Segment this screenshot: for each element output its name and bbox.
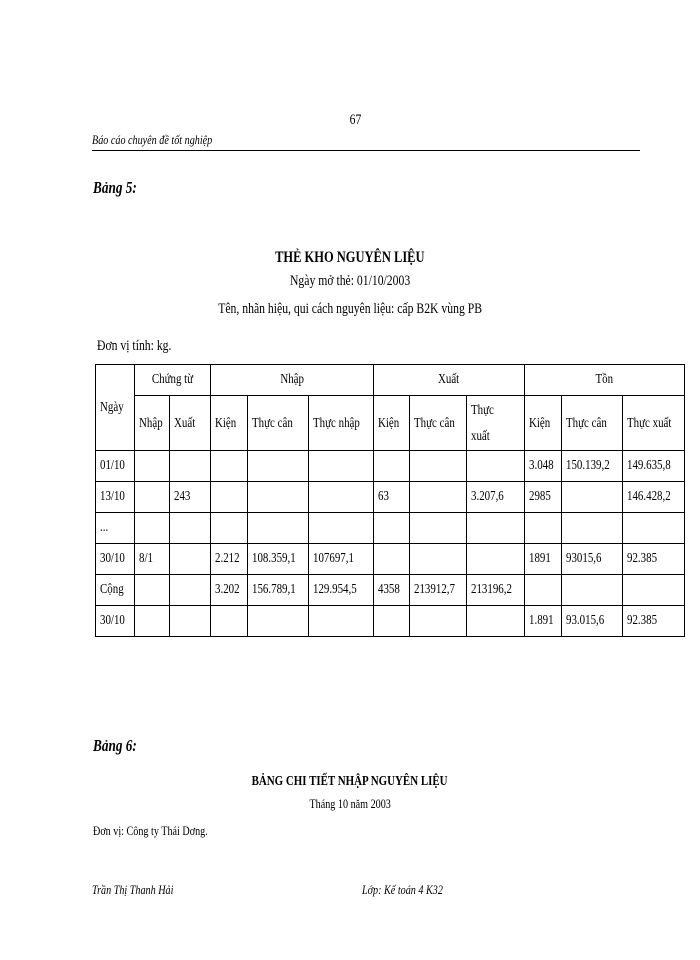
table-cell: 01/10 xyxy=(96,451,135,482)
table-cell xyxy=(622,575,684,606)
table6-unit: Đơn vị: Công ty Thái Dơng. xyxy=(93,823,208,838)
table-cell: 3.202 xyxy=(211,575,248,606)
table5-open-date: Ngày mở thẻ: 01/10/2003 xyxy=(289,273,411,289)
table-cell xyxy=(467,513,525,544)
table6-title: BẢNG CHI TIẾT NHẬP NGUYÊN LIỆU xyxy=(252,774,448,789)
table-cell: 93015,6 xyxy=(561,544,622,575)
header-group-import: Nhập xyxy=(211,365,374,396)
header-col: Kiện xyxy=(373,396,409,451)
table6-period: Tháng 10 năm 2003 xyxy=(309,796,391,811)
table-cell xyxy=(467,451,525,482)
table-cell: 107697,1 xyxy=(308,544,373,575)
table-cell: 92.385 xyxy=(622,544,684,575)
header-col: Thực xuất xyxy=(467,396,525,451)
table-cell xyxy=(135,482,170,513)
table-cell xyxy=(561,513,622,544)
table-cell xyxy=(373,451,409,482)
table-cell xyxy=(308,482,373,513)
footer-class: Lớp: Kế toán 4 K32 xyxy=(362,882,443,897)
table-cell xyxy=(467,544,525,575)
table-cell: 8/1 xyxy=(135,544,170,575)
table-cell: 63 xyxy=(373,482,409,513)
table5-unit: Đơn vị tính: kg. xyxy=(97,338,172,354)
table-cell: 129.954,5 xyxy=(308,575,373,606)
header-group-export: Xuất xyxy=(373,365,524,396)
table-cell xyxy=(247,513,308,544)
header-group-row xyxy=(96,365,685,396)
table-cell: 243 xyxy=(170,482,211,513)
header-col: Thực nhập xyxy=(308,396,373,451)
table-cell: 4358 xyxy=(373,575,409,606)
header-col: Thực cân xyxy=(561,396,622,451)
table-cell: 1891 xyxy=(524,544,561,575)
table-cell: 146.428,2 xyxy=(622,482,684,513)
running-header: Báo cáo chuyên đề tốt nghiệp xyxy=(92,132,213,147)
table-cell: 213912,7 xyxy=(409,575,467,606)
table-cell xyxy=(524,513,561,544)
table-cell xyxy=(467,606,525,637)
table-cell xyxy=(247,482,308,513)
table-cell xyxy=(373,513,409,544)
header-col: Thực cân xyxy=(247,396,308,451)
table-cell xyxy=(170,451,211,482)
table-row xyxy=(96,451,685,482)
table-cell xyxy=(373,606,409,637)
footer-author: Trần Thị Thanh Hải xyxy=(92,882,174,897)
stock-card-table xyxy=(95,364,685,637)
table-cell xyxy=(170,575,211,606)
page-number: 67 xyxy=(349,112,361,128)
table-cell xyxy=(247,606,308,637)
table-cell: Cộng xyxy=(96,575,135,606)
table-cell xyxy=(409,482,467,513)
table-cell xyxy=(373,544,409,575)
table-cell xyxy=(211,606,248,637)
table-cell: 3.048 xyxy=(524,451,561,482)
ledger-body xyxy=(96,451,685,637)
table-cell xyxy=(247,451,308,482)
table-cell: 156.789,1 xyxy=(247,575,308,606)
table-cell xyxy=(211,451,248,482)
table-cell: ... xyxy=(96,513,135,544)
table-cell xyxy=(135,451,170,482)
header-col: Thực xuất xyxy=(622,396,684,451)
table-cell: 30/10 xyxy=(96,544,135,575)
table-cell: 108.359,1 xyxy=(247,544,308,575)
table-cell xyxy=(211,482,248,513)
table-cell: 1.891 xyxy=(524,606,561,637)
table-row xyxy=(96,544,685,575)
table-cell xyxy=(135,606,170,637)
table-row xyxy=(96,575,685,606)
table6-label: Bảng 6: xyxy=(93,736,137,755)
table-cell xyxy=(409,513,467,544)
table-row xyxy=(96,606,685,637)
header-rule xyxy=(92,150,640,151)
header-group-voucher: Chứng từ xyxy=(135,365,211,396)
table-cell xyxy=(561,575,622,606)
table-row xyxy=(96,513,685,544)
header-sub-row xyxy=(96,396,685,451)
table-cell xyxy=(409,451,467,482)
header-col: Nhập xyxy=(135,396,170,451)
table5-label: Bảng 5: xyxy=(93,178,137,197)
table-cell: 92.385 xyxy=(622,606,684,637)
table-cell: 13/10 xyxy=(96,482,135,513)
header-date: Ngày xyxy=(96,365,135,451)
header-group-stock: Tồn xyxy=(524,365,684,396)
header-col: Kiện xyxy=(524,396,561,451)
table-cell xyxy=(308,606,373,637)
header-col: Thực cân xyxy=(409,396,467,451)
table-cell xyxy=(170,606,211,637)
header-col: Xuất xyxy=(170,396,211,451)
table-cell: 93.015,6 xyxy=(561,606,622,637)
table-cell xyxy=(211,513,248,544)
table-row xyxy=(96,482,685,513)
table-cell xyxy=(524,575,561,606)
table-cell: 3.207,6 xyxy=(467,482,525,513)
table-cell xyxy=(308,513,373,544)
table-cell xyxy=(622,513,684,544)
table-cell xyxy=(308,451,373,482)
table5-material: Tên, nhãn hiệu, qui cách nguyên liệu: cấp B2K vùng PB xyxy=(218,301,482,317)
table-cell: 2985 xyxy=(524,482,561,513)
table-cell xyxy=(409,606,467,637)
table-cell: 150.139,2 xyxy=(561,451,622,482)
table-cell xyxy=(170,544,211,575)
table-cell: 149.635,8 xyxy=(622,451,684,482)
table-cell xyxy=(135,575,170,606)
table-cell xyxy=(135,513,170,544)
table5-title: THẺ KHO NGUYÊN LIỆU xyxy=(275,249,425,266)
table-cell: 213196,2 xyxy=(467,575,525,606)
table-cell xyxy=(170,513,211,544)
table-cell xyxy=(409,544,467,575)
table-cell: 2.212 xyxy=(211,544,248,575)
header-col: Kiện xyxy=(211,396,248,451)
table-cell: 30/10 xyxy=(96,606,135,637)
table-cell xyxy=(561,482,622,513)
